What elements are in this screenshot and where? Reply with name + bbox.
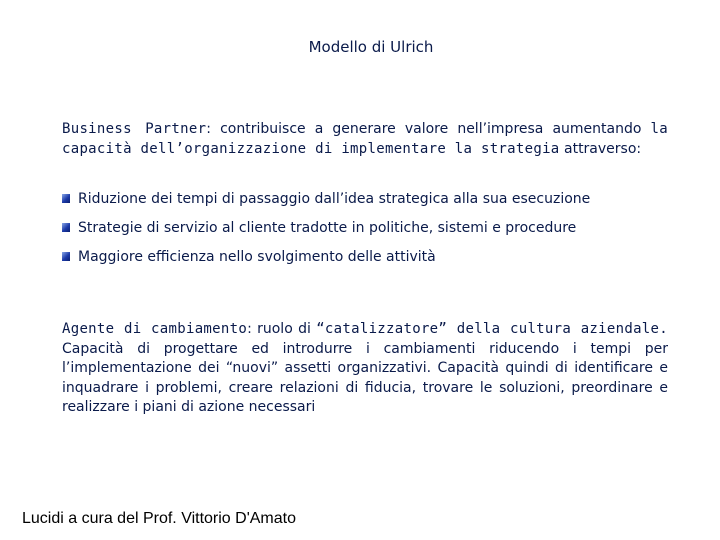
business-partner-text-b: attraverso: [559, 140, 642, 157]
business-partner-text-a: contribuisce a generare valore nell’impresa aumentando [220, 121, 651, 137]
bullet-text: Riduzione dei tempi di passaggio dall’idea strategica alla sua esecuzione [78, 191, 591, 207]
square-bullet-icon [62, 194, 70, 203]
bullet-list [62, 188, 682, 275]
agente-cambiamento-paragraph [62, 320, 668, 418]
square-bullet-icon [62, 223, 70, 232]
list-item [62, 246, 682, 275]
agente-cambiamento-text-b: Capacità di progettare ed introdurre i cambiamenti riducendo i tempi per l’implementazione dei “nuovi” assetti organizzativi. Capacità quindi di identificare e inquadrare i problemi, creare relazioni di fiducia, trovare le soluzioni, preordinare e realizzare i piani di azione necessari [62, 340, 668, 415]
business-partner-paragraph [62, 120, 668, 159]
slide-title: Modello di Ulrich [308, 38, 434, 56]
business-partner-term: Business Partner [62, 121, 207, 137]
agente-cambiamento-term: Agente di cambiamento [62, 321, 248, 337]
agente-cambiamento-text-a: ruolo di [257, 321, 317, 337]
list-item [62, 217, 682, 246]
agente-cambiamento-colon: : [247, 321, 258, 337]
business-partner-highlight: la capacità dell’organizzazione di implementare la strategia [62, 121, 668, 157]
bullet-text: Maggiore efficienza nello svolgimento delle attività [78, 249, 436, 265]
agente-cambiamento-highlight: “catalizzatore” della cultura aziendale. [316, 321, 668, 337]
square-bullet-icon [62, 252, 70, 261]
bullet-text: Strategie di servizio al cliente tradotte in politiche, sistemi e procedure [78, 220, 577, 236]
list-item [62, 188, 682, 217]
business-partner-colon: : [206, 121, 221, 137]
footer-credit: Lucidi a cura del Prof. Vittorio D'Amato [22, 510, 296, 527]
